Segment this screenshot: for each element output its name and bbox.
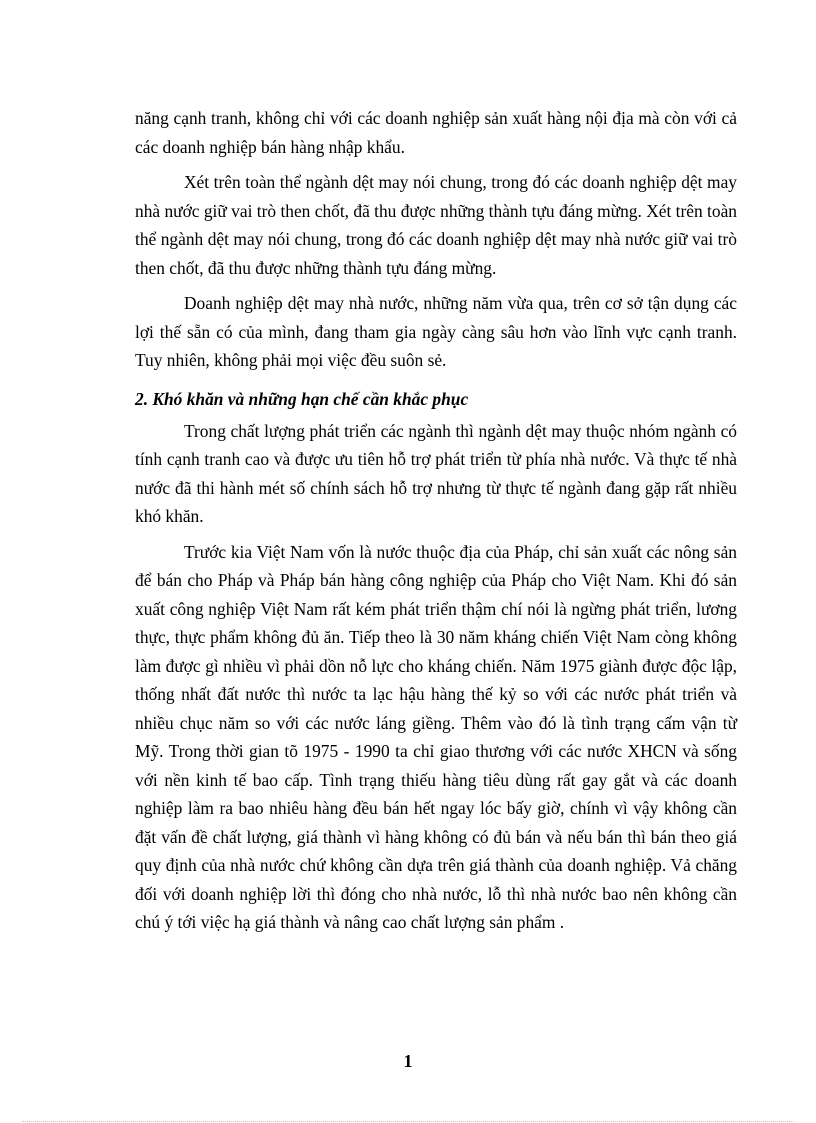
section-heading: 2. Khó khăn và những hạn chế cần khắc phục <box>135 388 469 409</box>
document-page <box>135 104 737 937</box>
page-number: 1 <box>403 1051 413 1071</box>
paragraph-quality-development: Trong chất lượng phát triển các ngành thì ngành dệt may thuộc nhóm ngành có tính cạnh tranh cao và được ưu tiên hỗ trợ phát triển từ phía nhà nước. Và thực tế nhà nước đã thi hành mét số chính sách hỗ trợ nhưng từ thực tế ngành đang gặp rất nhiều khó khăn. <box>135 420 737 526</box>
paragraph-continuation: năng cạnh tranh, không chỉ với các doanh nghiệp sản xuất hàng nội địa mà còn với cả các doanh nghiệp bán hàng nhập khẩu. <box>135 108 737 157</box>
paragraph-competition: Doanh nghiệp dệt may nhà nước, những năm vừa qua, trên cơ sở tận dụng các lợi thế sẵn có của mình, đang tham gia ngày càng sâu hơn vào lĩnh vực cạnh tranh. Tuy nhiên, không phải mọi việc đều suôn sẻ. <box>135 293 737 370</box>
paragraph-achievements: Xét trên toàn thể ngành dệt may nói chung, trong đó các doanh nghiệp dệt may nhà nước giữ vai trò then chốt, đã thu được những thành tựu đáng mừng. Xét trên toàn thể ngành dệt may nói chung, trong đó các doanh nghiệp dệt may nhà nước giữ vai trò then chốt, đã thu được những thành tựu đáng mừng. <box>135 172 737 278</box>
page-bottom-divider <box>22 1121 794 1122</box>
paragraph-history: Trước kia Việt Nam vốn là nước thuộc địa của Pháp, chỉ sản xuất các nông sản để bán cho Pháp và Pháp bán hàng công nghiệp của Pháp cho Việt Nam. Khi đó sản xuất công nghiệp Việt Nam rất kém phát triển thậm chí nói là ngừng phát triển, lương thực, thực phẩm không đủ ăn. Tiếp theo là 30 năm kháng chiến Việt Nam còng không làm được gì nhiều vì phải dồn nỗ lực cho kháng chiến. Năm 1975 giành được độc lập, thống nhất đất nước thì nước ta lạc hậu hàng thế kỷ so với các nước phát triển và nhiều chục năm so với các nước láng giềng. Thêm vào đó là tình trạng cấm vận từ Mỹ. Trong thời gian tõ 1975 - 1990 ta chỉ giao thương với các nước XHCN và sống với nền kinh tế bao cấp. Tình trạng thiếu hàng tiêu dùng rất gay gắt và các doanh nghiệp làm ra bao nhiêu hàng đều bán hết ngay lóc bấy giờ, chính vì vậy không cần đặt vấn đề chất lượng, giá thành vì hàng không có đủ bán và nếu bán thì bán theo giá quy định của nhà nước chứ không cần dựa trên giá thành của doanh nghiệp. Vả chăng đối với doanh nghiệp lời thì đóng cho nhà nước, lỗ thì nhà nước bao nên không cần chú ý tới việc hạ giá thành và nâng cao chất lượng sản phẩm . <box>135 541 737 932</box>
